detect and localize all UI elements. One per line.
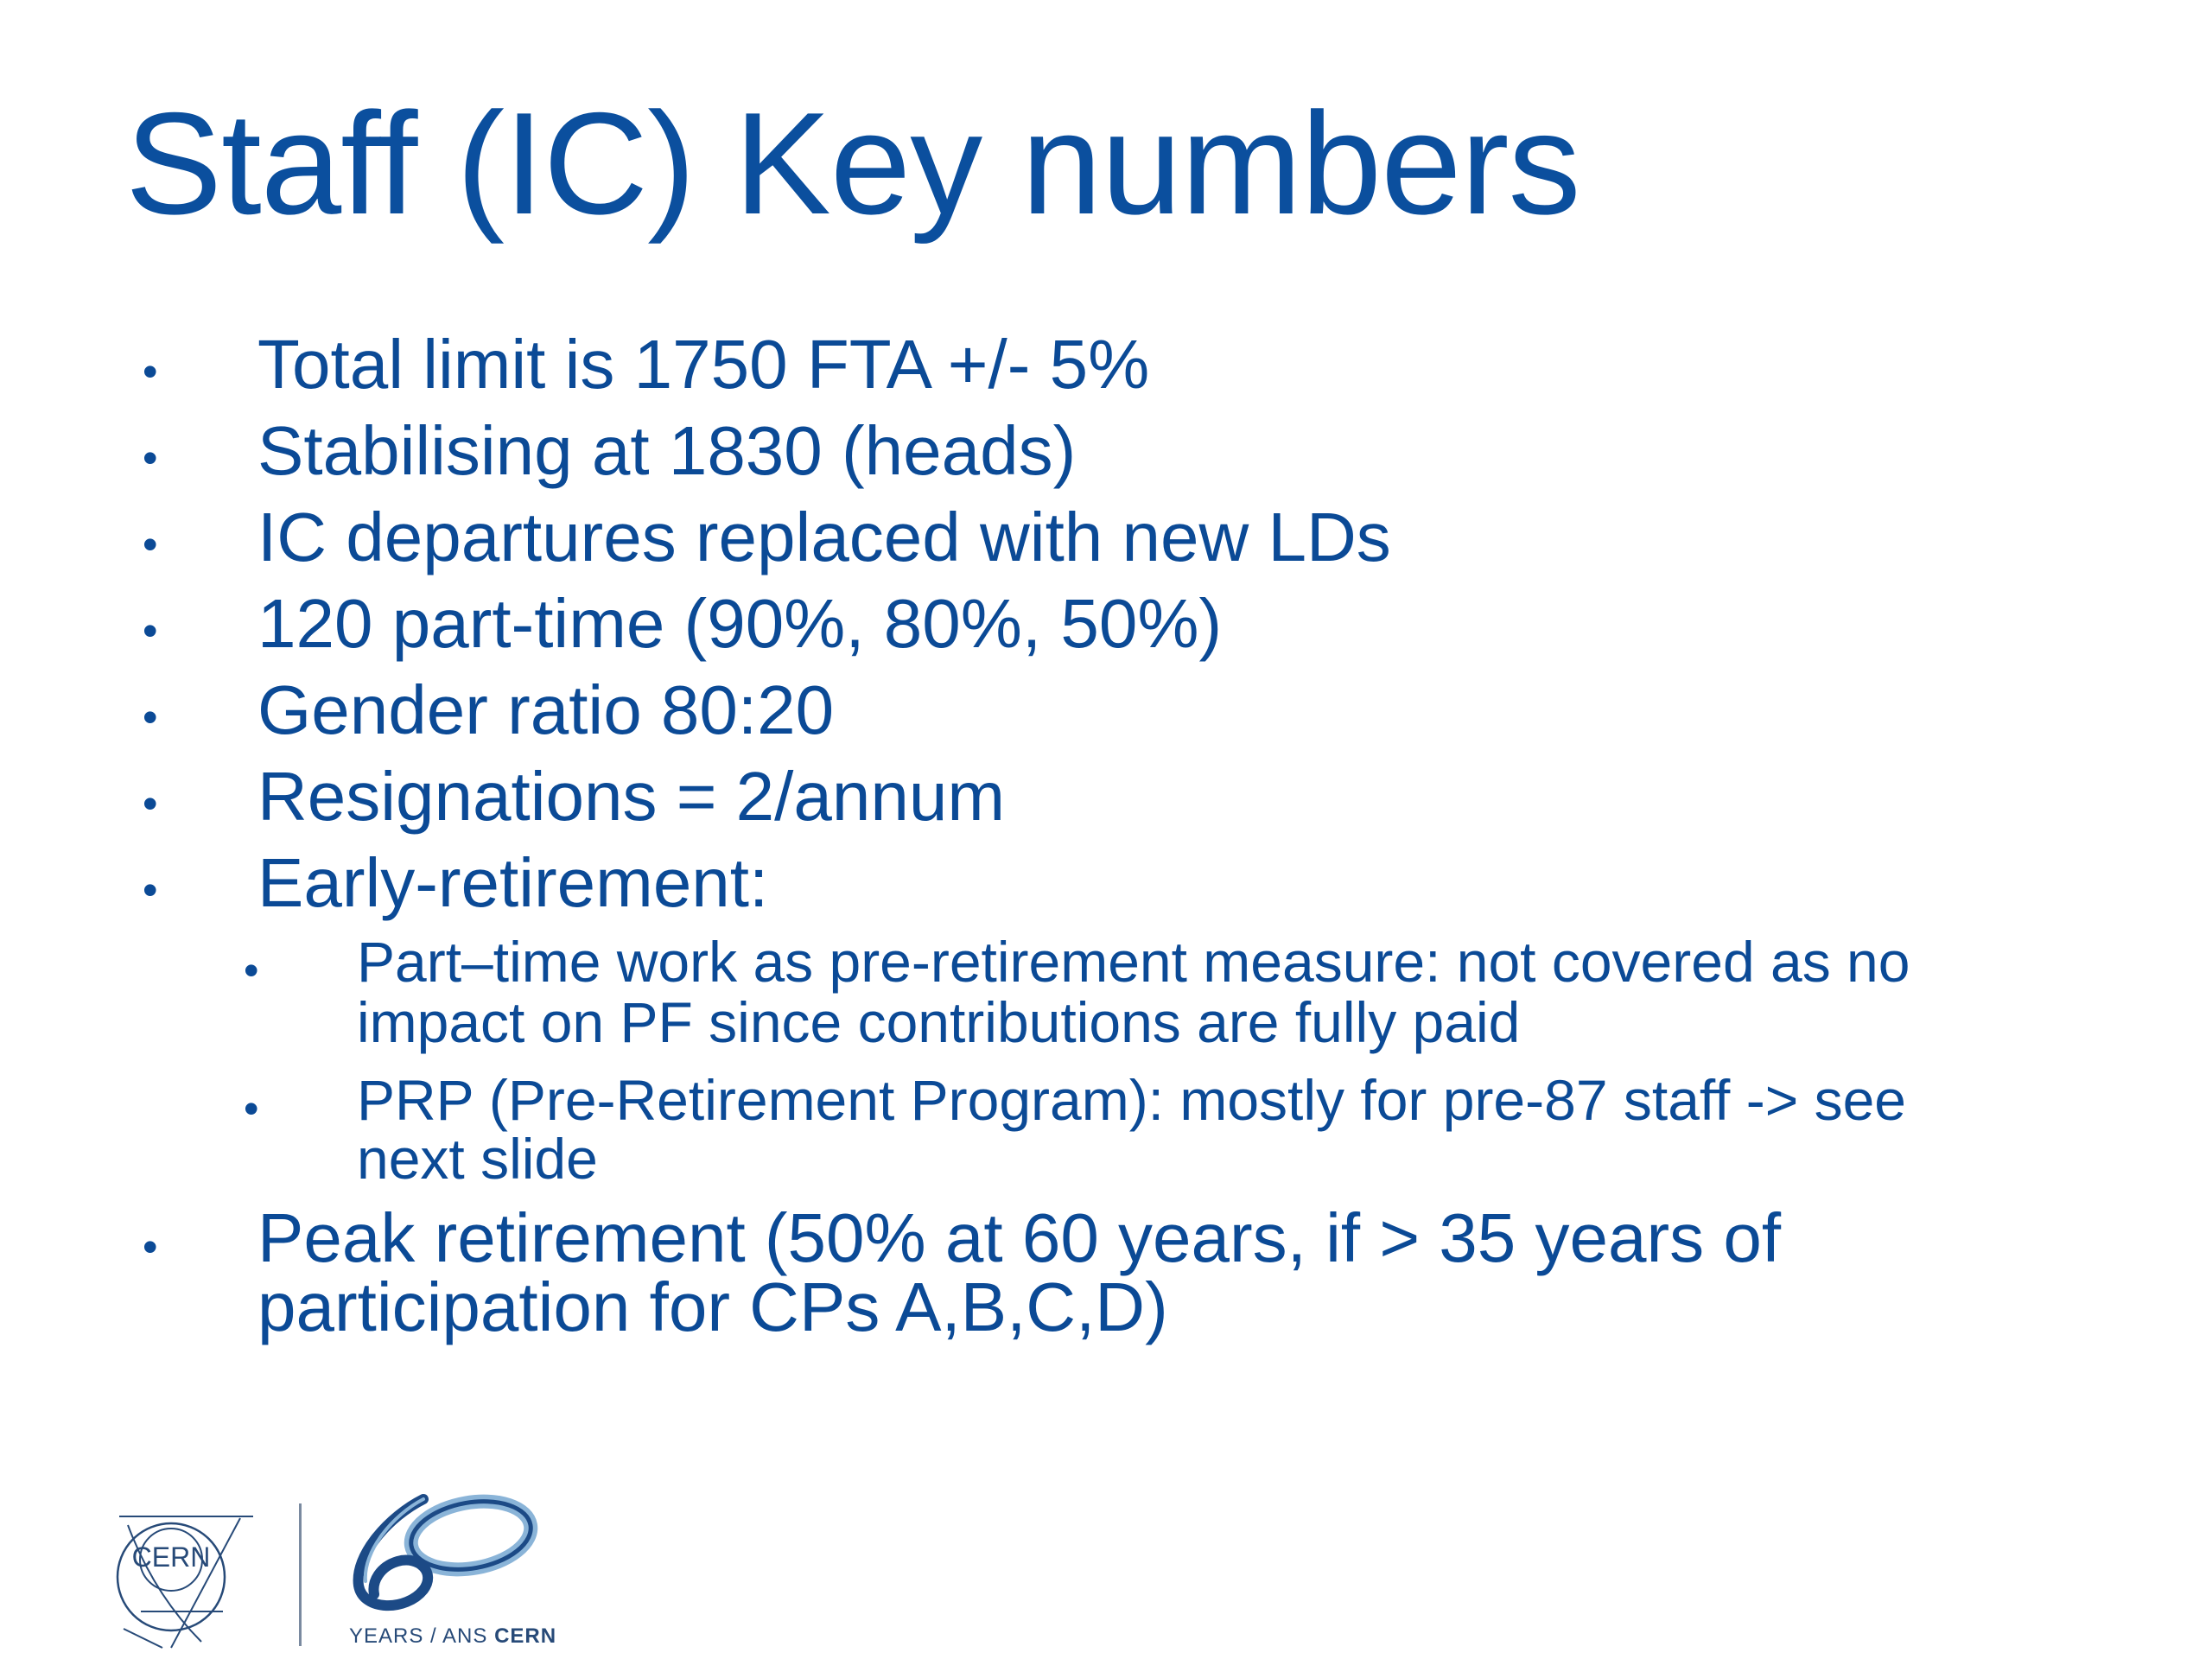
cern-logo-text: CERN <box>131 1541 211 1573</box>
slide-title: Staff (IC) Key numbers <box>125 82 1580 245</box>
bullet-text: 120 part-time (90%, 80%, 50%) <box>257 585 1223 662</box>
anniversary-org: CERN <box>494 1624 557 1648</box>
bullet-icon: • <box>143 347 158 396</box>
bullet-text: Early-retirement: <box>257 844 769 921</box>
cern-logo-icon <box>102 1499 257 1650</box>
footer-divider <box>299 1503 302 1646</box>
anniversary-caption <box>349 1624 556 1649</box>
bullet-icon: • <box>244 1084 259 1133</box>
bullet-icon: • <box>143 779 158 828</box>
bullet-text: Gender ratio 80:20 <box>257 671 835 748</box>
bullet-icon: • <box>143 866 158 914</box>
bullet-icon: • <box>143 693 158 741</box>
bullet-text-line1: Peak retirement (50% at 60 years, if > 35 years of <box>257 1199 1782 1276</box>
bullet-icon: • <box>244 946 259 995</box>
bullet-icon: • <box>143 1223 158 1271</box>
sub-bullet-text-line1: Part–time work as pre-retirement measure: not covered as no <box>357 930 1910 994</box>
sub-bullet-text-line1: PRP (Pre-Retirement Program): mostly for pre-87 staff -> see <box>357 1068 1906 1132</box>
sub-bullet-text-line2: impact on PF since contributions are fully paid <box>357 990 1521 1054</box>
bullet-icon: • <box>143 434 158 482</box>
bullet-icon: • <box>143 520 158 569</box>
bullet-text: Stabilising at 1830 (heads) <box>257 412 1077 489</box>
cern-60-years-logo-icon <box>341 1482 549 1620</box>
bullet-text: IC departures replaced with new LDs <box>257 499 1391 575</box>
anniversary-prefix: YEARS / ANS <box>349 1624 495 1648</box>
bullet-icon: • <box>143 607 158 655</box>
bullet-text: Resignations = 2/annum <box>257 758 1005 835</box>
sub-bullet-text-line2: next slide <box>357 1127 598 1191</box>
bullet-text-line2: participation for CPs A,B,C,D) <box>257 1268 1168 1345</box>
bullet-text: Total limit is 1750 FTA +/- 5% <box>257 326 1150 403</box>
